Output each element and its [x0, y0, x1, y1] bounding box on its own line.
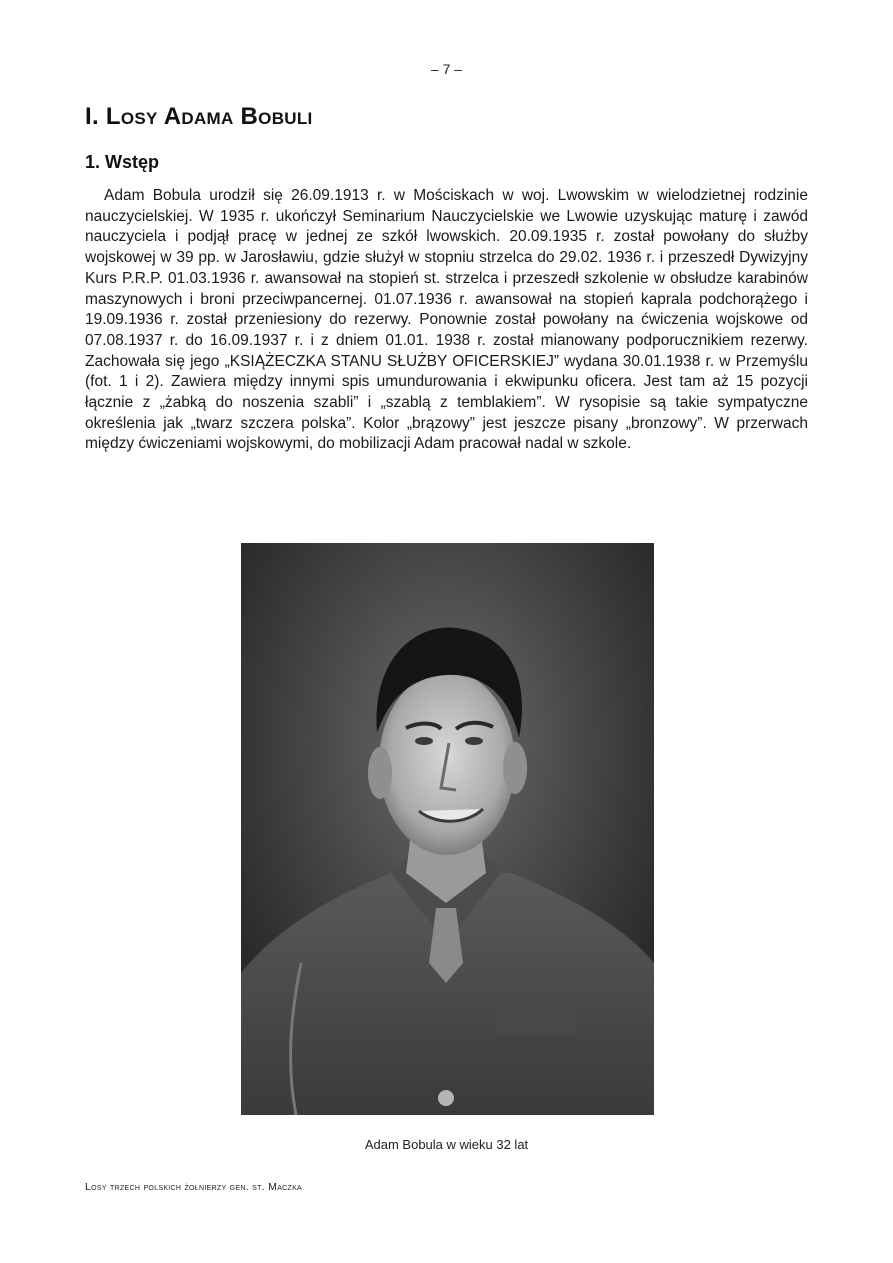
page-number: – 7 –: [430, 61, 463, 77]
portrait-photo: [241, 543, 654, 1115]
section-title: 1. Wstęp: [85, 152, 160, 172]
running-footer: Losy trzech polskich żołnierzy gen. st. Maczka: [85, 1181, 303, 1193]
body-paragraph: Adam Bobula urodził się 26.09.1913 r. w Mościskach w woj. Lwowskim w wielodzietnej rodzinie nauczycielskiej. W 1935 r. ukończył Seminarium Nauczycielskie we Lwowie uzyskując maturę i zawód nauczyciela i podjął pracę w jednej ze szkół lwowskich. 20.09.1935 r. został powołany do służby wojskowej w 39 pp. w Jarosławiu, gdzie służył w stopniu strzelca do 29.02. 1936 r. i przeszedł Dywizyjny Kurs P.R.P. 01.03.1936 r. awansował na stopień st. strzelca i przeszedł szkolenie w obsłudze karabinów maszynowych i broni przeciwpancernej. 01.07.1936 r. awansował na stopień kaprala podchorążego i 19.09.1936 r. został przeniesiony do rezerwy. Ponownie został powołany na ćwiczenia wojskowe od 07.08.1937 r. do 16.09.1937 r. i z dniem 01.01. 1938 r. został mianowany podporucznikiem rezerwy. Zachowała się jego „KSIĄŻECZKA STANU SŁUŻBY OFICERSKIEJ” wydana 30.01.1938 r. w Przemyślu (fot. 1 i 2). Zawiera między innymi spis umundurowania i ekwipunku oficera. Jest tam aż 15 pozycji łącznie z „żabką do noszenia szabli” i „szablą z temblakiem”. W rysopisie są takie sympatyczne określenia jak „twarz szczera polska”. Kolor „brązowy” jest jeszcze pisany „bronzowy”. W przerwach między ćwiczeniami wojskowymi, do mobilizacji Adam pracował nadal w szkole.: [85, 187, 808, 453]
photo-caption: Adam Bobula w wieku 32 lat: [364, 1137, 529, 1152]
chapter-title: I. Losy Adama Bobuli: [85, 103, 313, 130]
